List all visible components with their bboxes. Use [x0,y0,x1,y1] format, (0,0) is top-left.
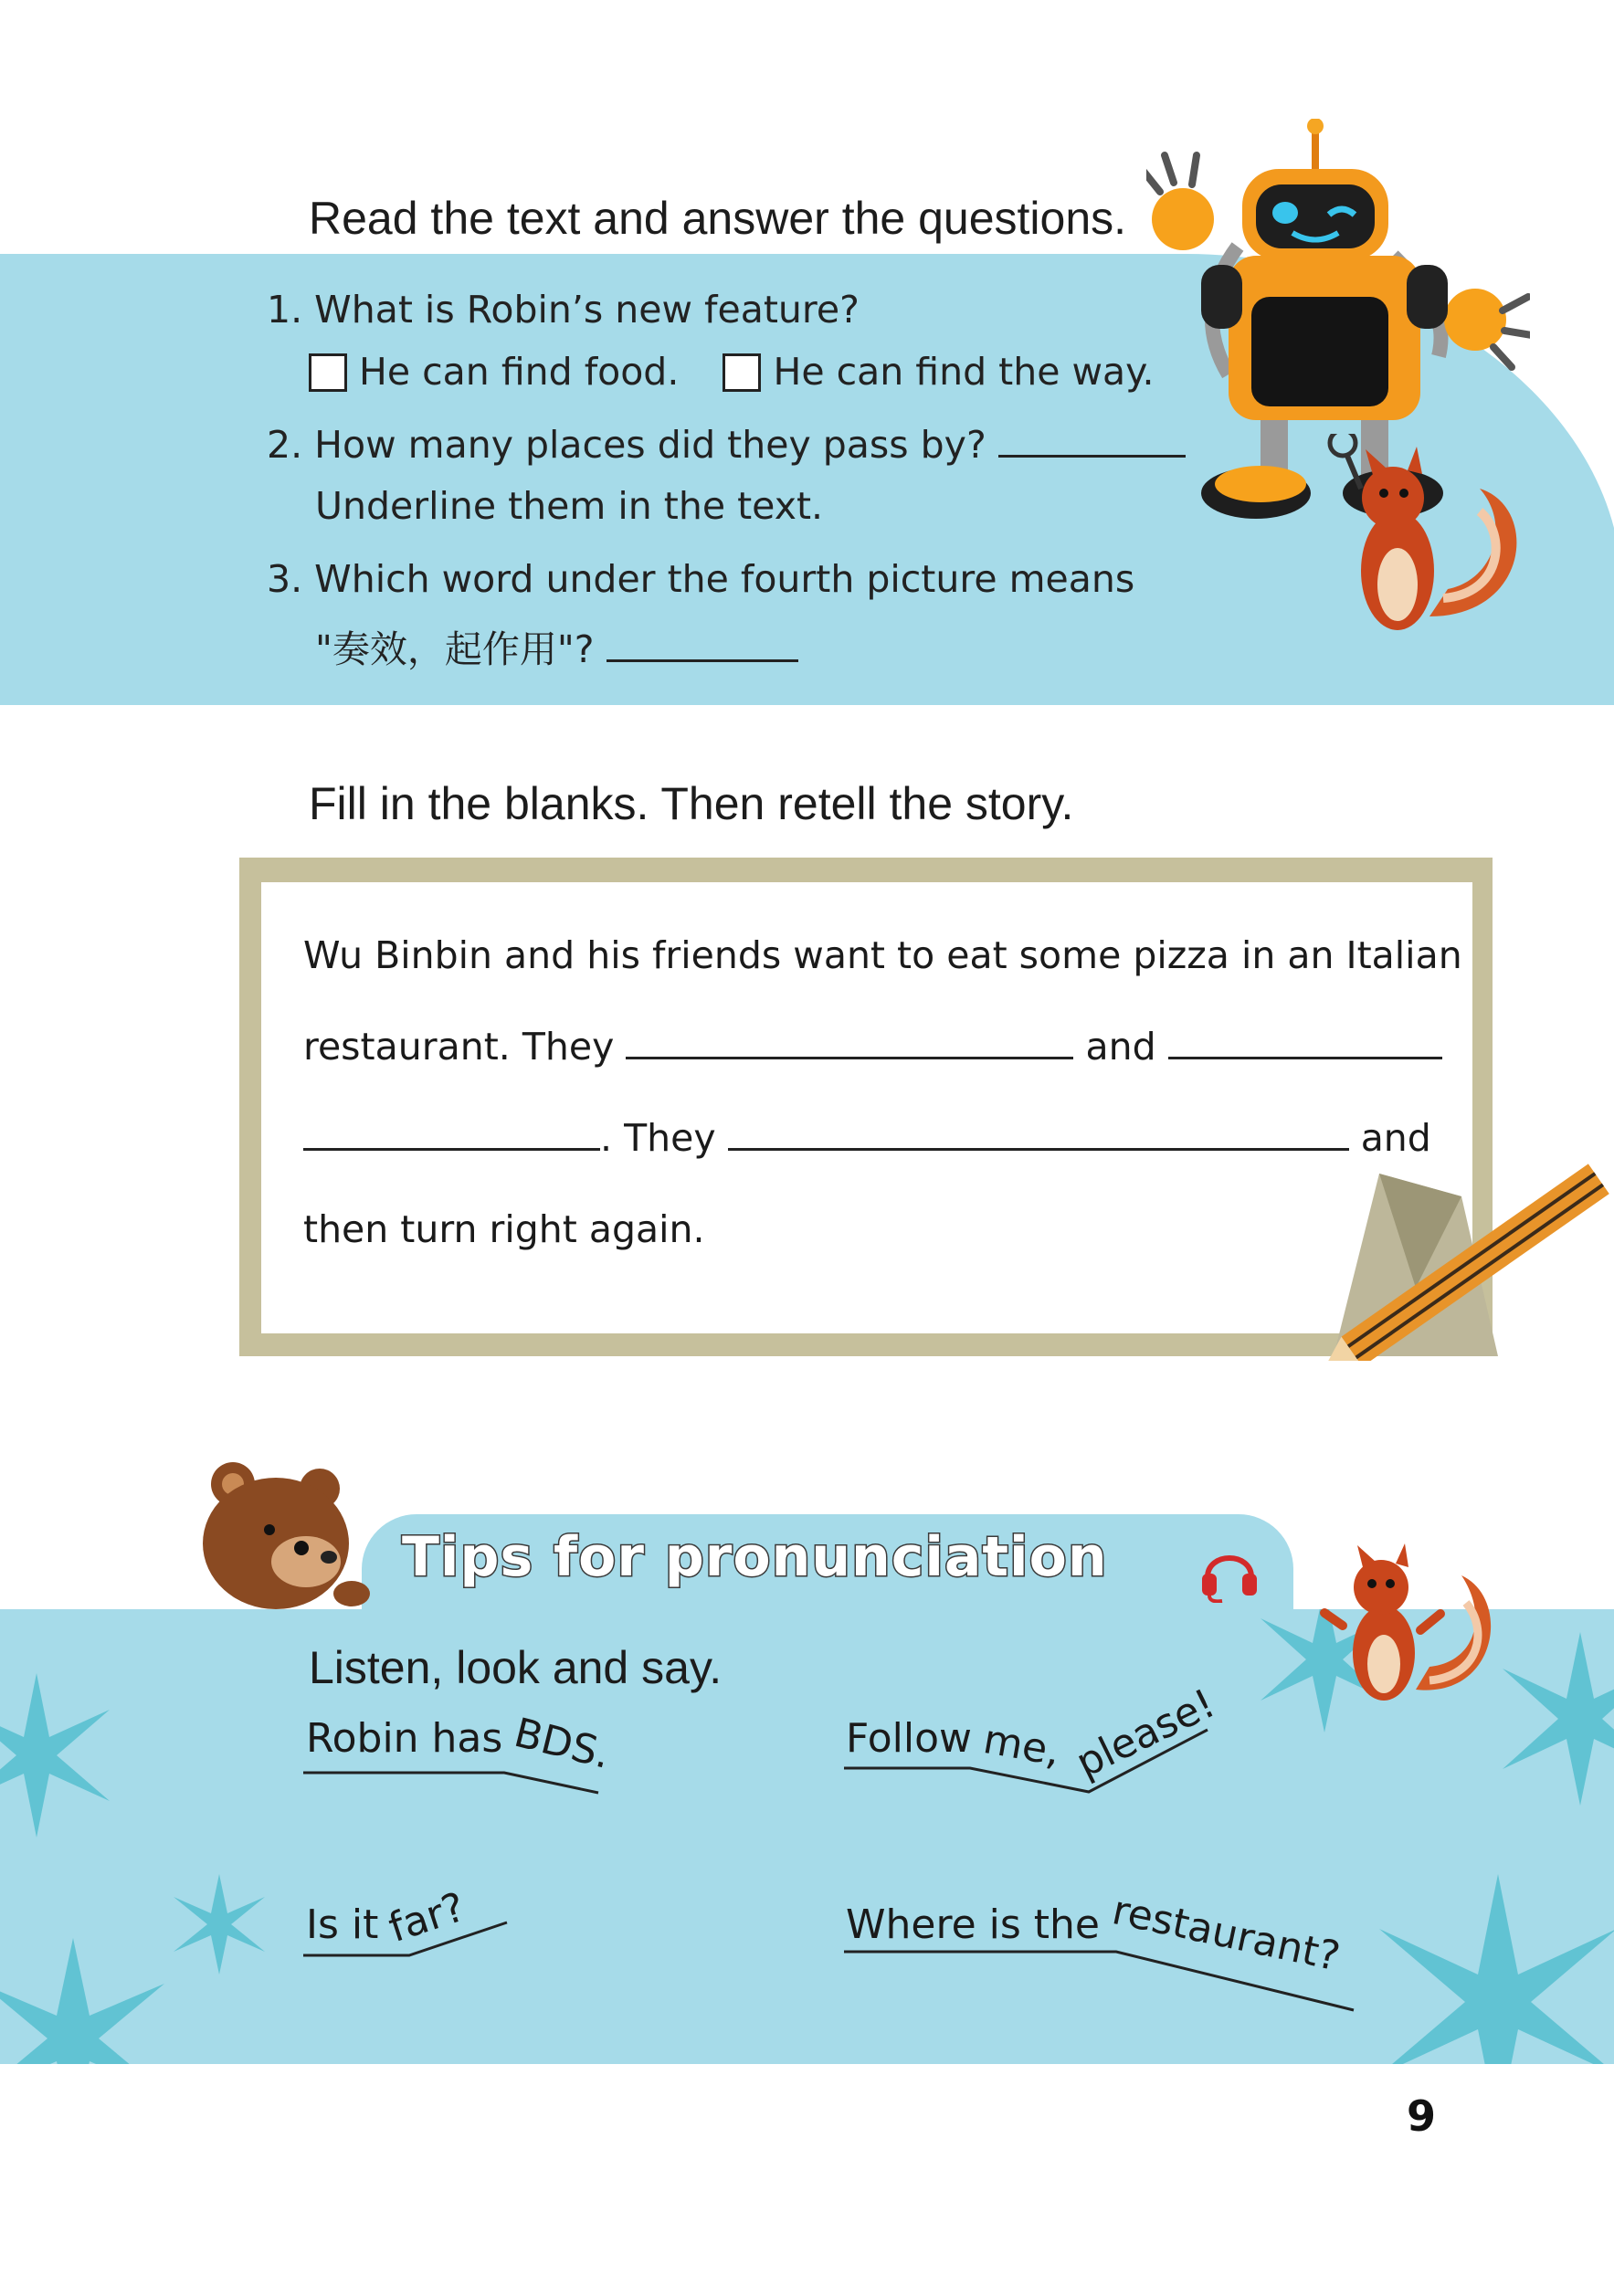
question-3-line2 [315,619,798,673]
phrase-1-part-b: BDS. [510,1709,616,1778]
story-blank-1[interactable] [626,1057,1073,1059]
story-blank-2-cont[interactable] [303,1148,600,1151]
phrase-2-part-c: please! [1069,1680,1223,1787]
question-3-text: Which word under the fourth picture means [314,557,1135,601]
phrase-4-part-b: restaurant? [1108,1887,1345,1981]
story-and-2: and [1360,1116,1431,1160]
headphones-icon[interactable] [1197,1539,1262,1603]
story-line-2-start: restaurant. They [303,1025,615,1069]
intonation-line-3 [301,1913,512,1959]
option-a-label: He can find food. [359,350,680,394]
question-2-number: 2. [267,423,303,467]
question-2-line2: Underline them in the text. [315,484,824,528]
story-line-4: then turn right again. [303,1207,705,1251]
phrase-1-part-a: Robin has [306,1715,503,1762]
section2-heading: Fill in the blanks. Then retell the story. [309,778,1074,829]
question-3-number: 3. [267,557,303,601]
question-1-text: What is Robin’s new feature? [314,288,860,332]
phrase-2-part-a: Follow [846,1715,973,1762]
section1-heading: Read the text and answer the questions. [309,193,1127,244]
story-blank-3[interactable] [728,1148,1349,1151]
squirrel-illustration [1315,1543,1498,1717]
answer-blank-q3[interactable] [607,659,798,662]
intonation-line-2 [842,1726,1217,1799]
phrase-3-part-b: far? [384,1883,471,1953]
bear-illustration [192,1457,374,1612]
section3-instruction: Listen, look and say. [309,1642,723,1693]
story-line-2 [303,1025,1442,1069]
story-they: . They [600,1116,716,1160]
phrase-3-part-a: Is it [306,1901,379,1948]
story-line-3 [303,1116,1431,1160]
option-a-checkbox[interactable] [309,353,347,392]
option-b-label: He can find the way. [773,350,1155,394]
question-1-number: 1. [267,288,303,332]
tips-title: Tips for pronunciation [402,1525,1108,1589]
phrase-4-part-a: Where is the [846,1901,1100,1948]
story-line-1: Wu Binbin and his friends want to eat some pizza in an Italian [303,933,1462,977]
pencil-illustration [1315,1105,1614,1361]
question-3-chinese: "奏效，起作用"? [315,627,595,671]
question-2 [267,423,1186,467]
phrase-robin-has-bds [306,1709,616,1778]
question-3 [267,557,1134,601]
page-number: 9 [1407,2091,1437,2141]
option-b-checkbox[interactable] [723,353,761,392]
question-2-text: How many places did they pass by? [314,423,986,467]
squirrel-illustration [1320,434,1525,648]
intonation-line-4 [842,1941,1363,2014]
question-1 [267,288,860,332]
phrase-2-part-b: me, [979,1715,1064,1775]
story-blank-2[interactable] [1168,1057,1442,1059]
intonation-line-1 [301,1758,607,1795]
question-1-options [309,350,1155,394]
story-and-1: and [1085,1025,1156,1069]
